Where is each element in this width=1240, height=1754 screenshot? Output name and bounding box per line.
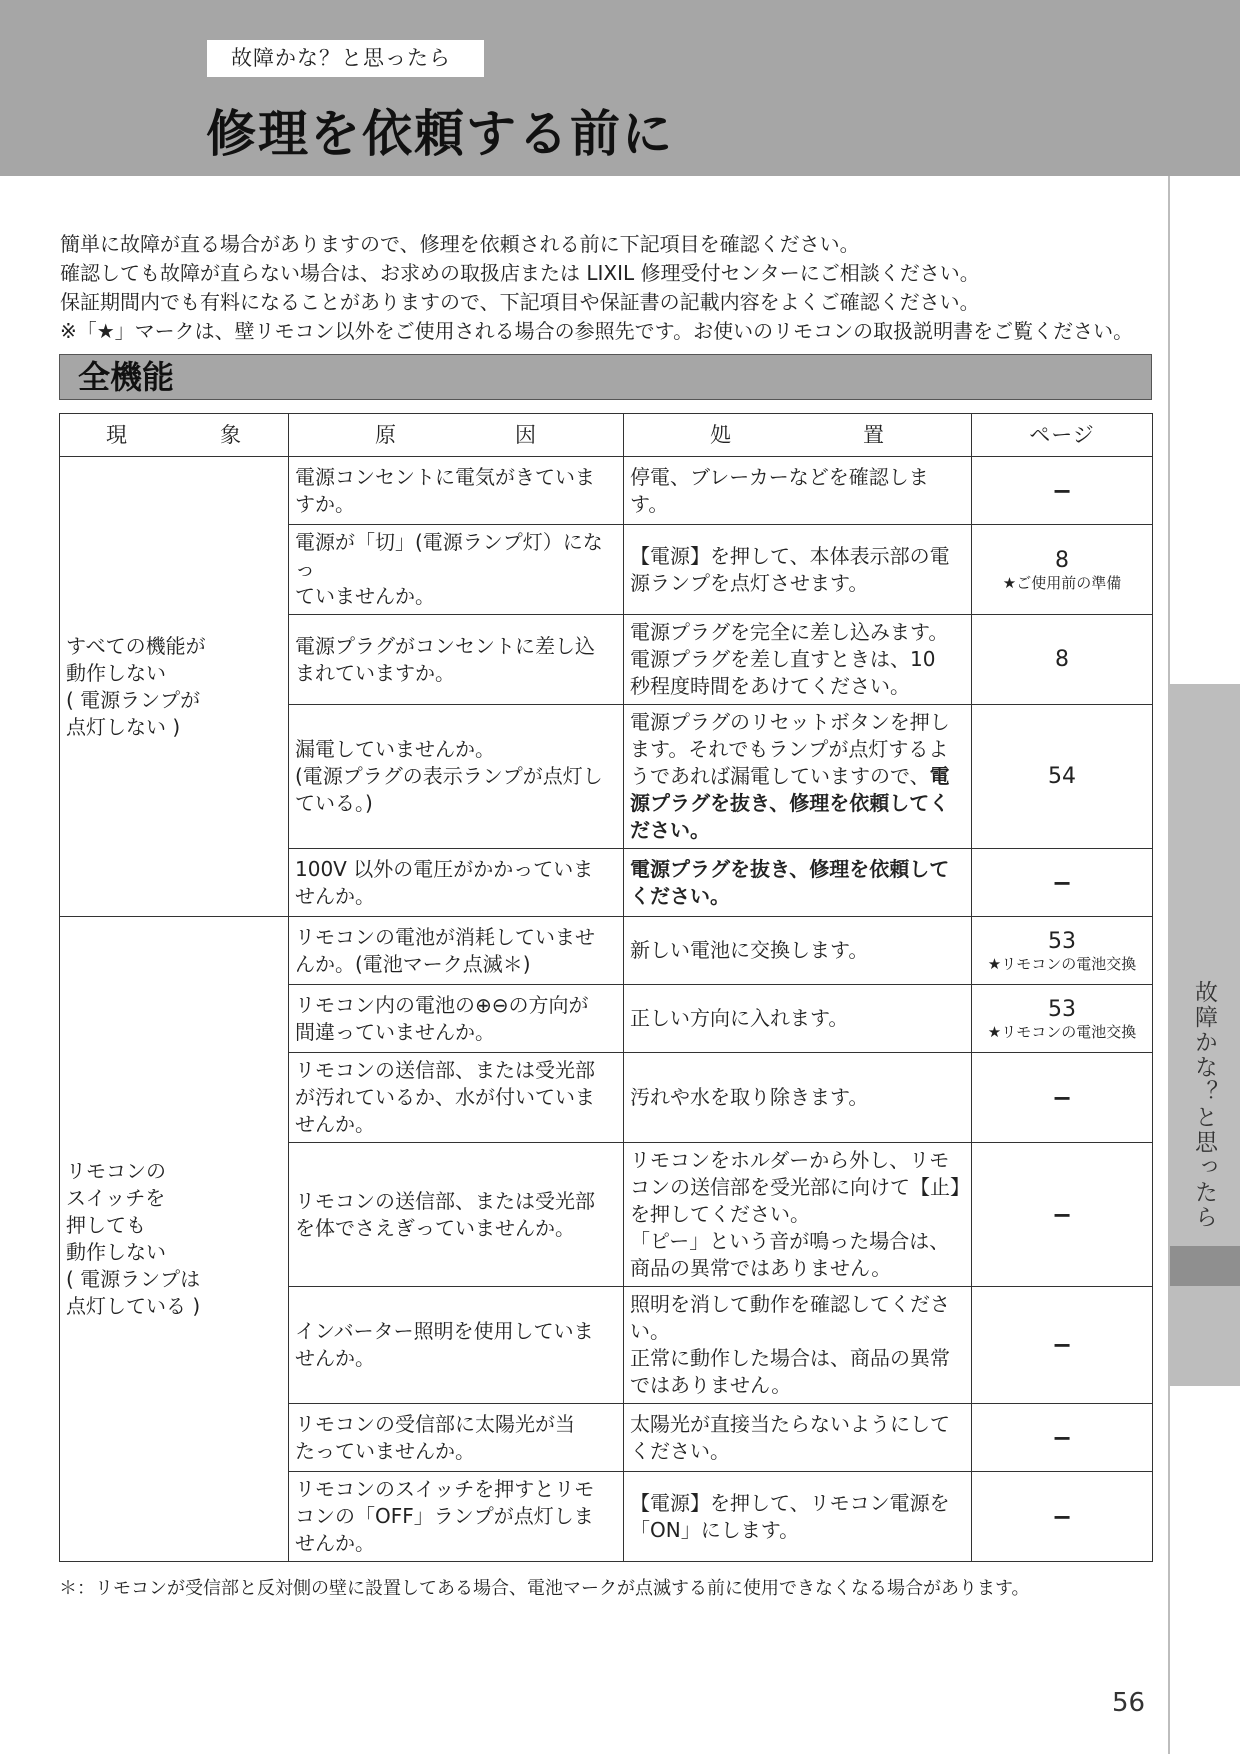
intro-text [60,230,1160,346]
remedy-bold-line: ください。 [630,883,730,908]
table-header-row [60,414,1153,457]
intro-line: 簡単に故障が直る場合がありますので、修理を依頼される前に下記項目を確認ください。 [60,232,860,256]
remedy-cell [624,917,972,985]
remedy-line: 電源プラグを差し直すときは、10 [630,647,936,671]
cause-line: 電源コンセントに電気がきていま [295,464,595,489]
header-symptom: 現 象 [60,414,289,457]
cause-cell [289,1472,624,1562]
remedy-cell [624,615,972,705]
remedy-line: 【電源】を押して、リモコン電源を [630,1490,950,1515]
page-ref-number: − [1051,868,1073,897]
cause-line: インバーター照明を使用していま [295,1319,594,1343]
symptom-line: 動作しない [66,660,166,685]
page-ref-cell [972,985,1153,1053]
remedy-cell [624,1053,972,1143]
page-ref-number: 54 [1048,763,1076,789]
remedy-line: ではありません。 [630,1373,792,1397]
remedy-bold-line: 源プラグを抜き、修理を依頼してく [630,791,950,815]
symptom-line: ( 電源ランプが [66,687,201,712]
side-index-tab[interactable] [1170,684,1240,1386]
cause-line: リモコンのスイッチを押すとリモ [295,1477,595,1501]
intro-line: ※「★」マークは、壁リモコン以外をご使用される場合の参照先です。お使いのリモコンの取扱説明書をご覧ください。 [60,319,1134,343]
remedy-cell [624,1404,972,1472]
page-ref-number: − [1051,476,1073,505]
remedy-line: 正しい方向に入れます。 [630,1006,849,1030]
cause-line: リモコンの受信部に太陽光が当 [295,1411,575,1436]
remedy-cell [624,985,972,1053]
category-heading: 全機能 [59,354,1152,400]
remedy-line: リモコンをホルダーから外し、リモ [630,1148,950,1172]
remedy-cell [624,457,972,525]
cause-line: リモコンの送信部、または受光部 [295,1058,595,1082]
remedy-cell [624,1472,972,1562]
cause-cell [289,615,624,705]
header-cause: 原 因 [289,414,624,457]
cause-line: 電源プラグがコンセントに差し込 [295,633,595,658]
remedy-line: ます。それでもランプが点灯するよ [630,737,949,761]
remedy-line: 新しい電池に交換します。 [630,938,869,962]
cause-line: リモコンの電池が消耗していませ [295,924,595,949]
remedy-line: い。 [630,1319,670,1343]
cause-line: せんか。 [295,1531,375,1555]
cause-line: 漏電していませんか。 [295,737,495,761]
remedy-cell [624,525,972,615]
remedy-line: 【電源】を押して、本体表示部の電 [630,543,950,568]
cause-line: を体でさえぎっていませんか。 [295,1215,575,1240]
page-ref-number: 8 [1055,547,1069,573]
page-ref-cell [972,615,1153,705]
remedy-bold-line: ださい。 [630,818,710,842]
cause-line: せんか。 [295,1346,375,1370]
cause-line: リモコン内の電池の⊕⊖の方向が [295,992,589,1017]
symptom-cell [60,457,289,917]
symptom-line: 点灯している ) [66,1294,201,1318]
remedy-line: 照明を消して動作を確認してくださ [630,1292,950,1316]
cause-line: まれていますか。 [295,660,455,685]
remedy-line: ください。 [630,1438,730,1463]
page-ref-number: 8 [1055,646,1069,672]
page-ref-cell [972,1472,1153,1562]
remedy-line: 「ON」にします。 [630,1517,800,1542]
cause-line: ていませんか。 [295,584,435,608]
symptom-cell [60,917,289,1562]
cause-line: せんか。 [295,1112,375,1136]
header-page: ページ [972,414,1153,457]
remedy-bold-line: 電源プラグを抜き、修理を依頼して [630,856,950,881]
cause-cell [289,1404,624,1472]
page-ref-label: ★ご使用前の準備 [1002,573,1122,592]
cause-line: が汚れているか、水が付いていま [295,1085,595,1109]
cause-cell [289,525,624,615]
remedy-line: 停電、ブレーカーなどを確認します。 [630,464,929,516]
page-title: 修理を依頼する前に [206,105,674,163]
page-ref-cell [972,1287,1153,1404]
page-ref-cell [972,525,1153,615]
cause-line: (電源プラグの表示ランプが点灯し [295,764,603,788]
page-ref-cell [972,457,1153,525]
cause-line: すか。 [295,491,355,516]
intro-line: 確認しても故障が直らない場合は、お求めの取扱店または LIXIL 修理受付センターにご相談ください。 [60,261,980,285]
cause-line: せんか。 [295,883,375,908]
remedy-cell [624,1287,972,1404]
cause-line: たっていませんか。 [295,1438,475,1463]
cause-line: んか。(電池マーク点滅＊) [295,951,531,976]
cause-cell [289,917,624,985]
footnote: ＊：リモコンが受信部と反対側の壁に設置してある場合、電池マークが点滅する前に使用できなくなる場合があります。 [59,1578,1030,1599]
cause-cell [289,1143,624,1287]
remedy-cell [624,849,972,917]
page-ref-label: ★リモコンの電池交換 [987,1022,1137,1041]
symptom-line: リモコンの [66,1159,166,1183]
side-tab-marker [1170,1246,1240,1286]
symptom-line: 押しても [66,1213,146,1237]
symptom-line: スイッチを [66,1186,166,1210]
table-row [60,457,1153,525]
intro-line: 保証期間内でも有料になることがありますので、下記項目や保証書の記載内容をよくご確認ください。 [60,290,980,314]
cause-line: ている。) [295,791,373,815]
cause-line: リモコンの送信部、または受光部 [295,1188,595,1213]
page-ref-number: − [1051,1200,1073,1229]
symptom-line: すべての機能が [66,633,206,658]
cause-line: 間違っていませんか。 [295,1019,495,1044]
page-ref-cell [972,705,1153,849]
symptom-line: ( 電源ランプは [66,1267,201,1291]
remedy-cell [624,705,972,849]
side-tab-label: 故障かな？と思ったら [1191,980,1217,1230]
remedy-cell [624,1143,972,1287]
page-ref-cell [972,1404,1153,1472]
remedy-bold: 電 [929,764,950,788]
remedy-line: を押してください。 [630,1202,810,1226]
page-ref-label: ★リモコンの電池交換 [987,954,1137,973]
cause-cell [289,985,624,1053]
cause-line: 100V 以外の電圧がかかっていま [295,856,594,881]
cause-line: 電源が「切」(電源ランプ灯）になっ [295,530,603,581]
cause-line: コンの「OFF」ランプが点灯しま [295,1504,594,1528]
remedy-line: 「ピー」という音が鳴った場合は、 [630,1229,950,1253]
page-ref-cell [972,849,1153,917]
symptom-line: 点灯しない ) [66,714,181,739]
page-ref-cell [972,917,1153,985]
page-ref-number: − [1051,1502,1073,1531]
section-tag: 故障かな？と思ったら [207,40,484,77]
cause-cell [289,705,624,849]
remedy-line: 電源プラグのリセットボタンを押し [630,710,950,734]
cause-cell [289,1053,624,1143]
cause-cell [289,457,624,525]
troubleshooting-table [59,413,1153,1562]
table-row [60,917,1153,985]
page-ref-number: − [1051,1423,1073,1452]
cause-cell [289,1287,624,1404]
header-remedy: 処 置 [624,414,972,457]
remedy-line: 太陽光が直接当たらないようにして [630,1411,950,1436]
page-ref-number: − [1051,1331,1073,1359]
page-ref-cell [972,1143,1153,1287]
page-ref-cell [972,1053,1153,1143]
page-ref-number: − [1051,1083,1073,1112]
remedy-line: うであれば漏電していますので、電 [630,764,950,788]
cause-cell [289,849,624,917]
symptom-line: 動作しない [66,1240,166,1264]
remedy-line: 電源プラグを完全に差し込みます。 [630,620,949,644]
remedy-line: 源ランプを点灯させます。 [630,570,869,595]
page-ref-number: 53 [1048,928,1076,954]
remedy-line: コンの送信部を受光部に向けて【止】 [630,1175,970,1199]
page-ref-number: 53 [1048,996,1076,1022]
remedy-line: 正常に動作した場合は、商品の異常 [630,1346,950,1370]
remedy-line: 汚れや水を取り除きます。 [630,1085,869,1109]
remedy-line: 秒程度時間をあけてください。 [630,674,910,698]
page-number: 56 [1112,1688,1146,1718]
remedy-line: 商品の異常ではありません。 [630,1256,892,1280]
